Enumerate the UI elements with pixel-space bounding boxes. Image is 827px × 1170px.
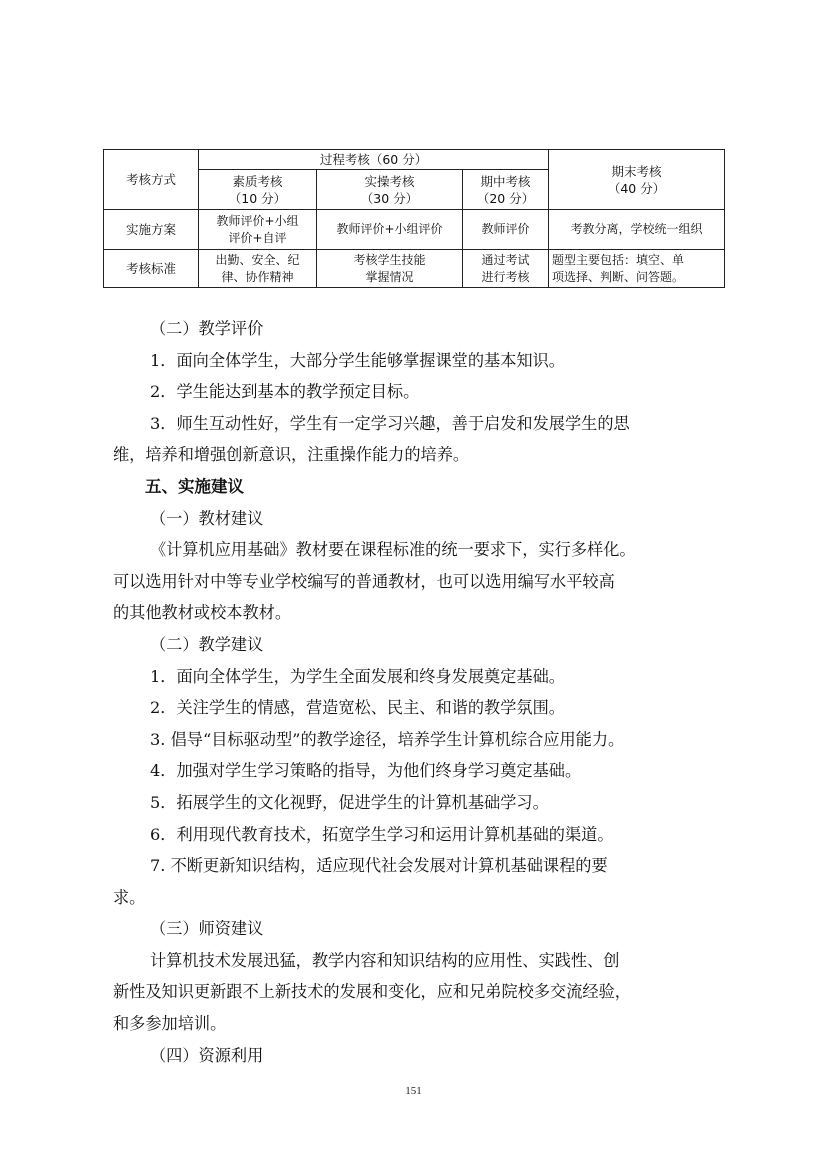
list-item: 1．面向全体学生，为学生全面发展和终身发展奠定基础。 [150,666,565,686]
list-item: 4．加强对学生学习策略的指导，为他们终身学习奠定基础。 [150,761,582,781]
section-heading: （三）师资建议 [150,919,264,939]
paragraph-line: 2．学生能达到基本的教学预定目标。 [150,382,420,402]
section-heading: （四）资源利用 [150,1045,264,1065]
row-plan-label: 实施方案 [104,210,199,250]
paragraph-line: 3．师生互动性好，学生有一定学习兴趣，善于启发和发展学生的思 [150,413,630,433]
list-item: 6．利用现代教育技术，拓宽学生学习和运用计算机基础的渠道。 [150,824,614,844]
list-item: 5．拓展学生的文化视野，促进学生的计算机基础学习。 [150,792,549,812]
list-item: 2．关注学生的情感，营造宽松、民主、和谐的教学氛围。 [150,698,565,718]
header-final: 期末考核 （40 分） [549,150,725,210]
row-plan-final: 考教分离，学校统一组织 [549,210,725,250]
header-quality: 素质考核 （10 分） [199,170,317,210]
list-item: 3. 倡导“目标驱动型”的教学途径，培养学生计算机综合应用能力。 [150,729,625,749]
row-standard-label: 考核标准 [104,250,199,288]
header-midterm: 期中考核 （20 分） [463,170,549,210]
paragraph-line: 可以选用针对中等专业学校编写的普通教材，也可以选用编写水平较高 [113,571,615,591]
chapter-heading: 五、实施建议 [145,476,244,496]
table-row [104,210,725,250]
row-plan-practice: 教师评价+小组评价 [317,210,463,250]
row-standard-quality: 出勤、安全、纪 律、协作精神 [199,250,317,288]
paragraph-line: 求。 [113,887,146,907]
paragraph-line: 的其他教材或校本教材。 [113,603,292,623]
section-heading: （二）教学建议 [150,634,264,654]
section-heading: （一）教材建议 [150,508,264,528]
table-header-row [104,150,725,170]
paragraph-line: 维，培养和增强创新意识，注重操作能力的培养。 [113,445,470,465]
row-standard-practice: 考核学生技能 掌握情况 [317,250,463,288]
row-standard-midterm: 通过考试 进行考核 [463,250,549,288]
row-plan-quality: 教师评价+小组 评价+自评 [199,210,317,250]
body-text [113,313,719,1071]
header-practice: 实操考核 （30 分） [317,170,463,210]
table-row [104,250,725,288]
row-plan-midterm: 教师评价 [463,210,549,250]
paragraph-line: 和多参加培训。 [113,1014,227,1034]
page-number: 151 [405,1085,422,1097]
paragraph-line: 计算机技术发展迅猛，教学内容和知识结构的应用性、实践性、创 [150,950,620,970]
paragraph-line: 新性及知识更新跟不上新技术的发展和变化，应和兄弟院校多交流经验， [113,982,631,1002]
header-process: 过程考核（60 分） [199,150,549,170]
assessment-table [103,149,725,288]
section-heading: （二）教学评价 [150,319,264,338]
row-standard-final: 题型主要包括：填空、单 项选择、判断、问答题。 [549,250,725,288]
paragraph-line: 《计算机应用基础》教材要在课程标准的统一要求下，实行多样化。 [150,540,636,560]
list-item: 7. 不断更新知识结构，适应现代社会发展对计算机基础课程的要 [150,856,608,876]
header-method: 考核方式 [104,150,199,210]
paragraph-line: 1．面向全体学生，大部分学生能够掌握课堂的基本知识。 [150,350,565,370]
